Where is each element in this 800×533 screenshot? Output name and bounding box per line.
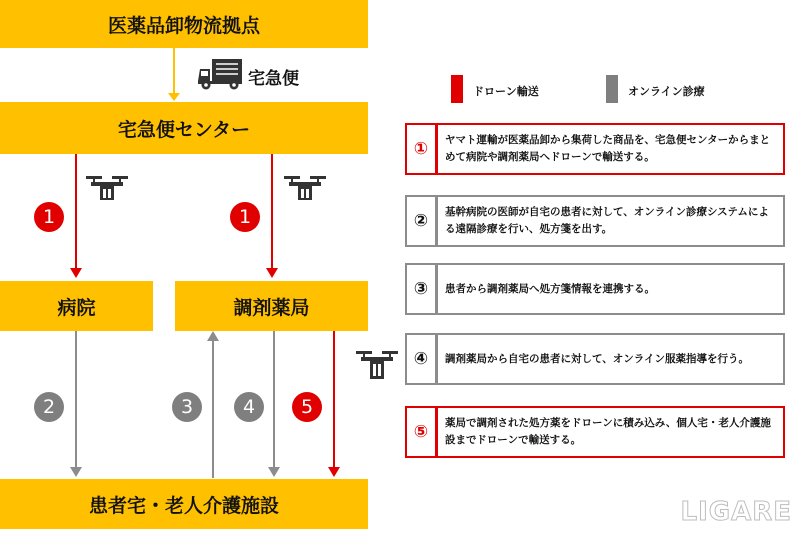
online-arrowhead-3 — [207, 331, 219, 341]
delivery-center-box — [0, 102, 368, 154]
hospital-box — [0, 281, 153, 331]
step-1-text: ヤマト運輸が医薬品卸から集荷した商品を、宅急便センターからまとめて病院や調剤薬局へドローンで輸送する。 — [445, 134, 771, 163]
drone-arrow-5 — [333, 331, 335, 469]
pharmacy-box — [175, 281, 368, 331]
legend-online-label: オンライン診療 — [628, 85, 705, 98]
step-2-box — [405, 195, 785, 247]
truck-icon — [196, 57, 246, 91]
wholesaler-box — [0, 0, 368, 48]
step-1-number: ① — [413, 139, 429, 159]
patient-home-label: 患者宅・老人介護施設 — [88, 494, 279, 517]
online-arrow-4 — [273, 331, 275, 469]
drone-arrow-pharmacy — [271, 154, 273, 270]
step-5-box — [405, 406, 785, 458]
step-divider — [435, 408, 438, 456]
step-5-marker: 5 — [292, 392, 322, 422]
step-1-marker-right: 1 — [230, 202, 260, 232]
drone-arrowhead-5 — [328, 467, 340, 477]
legend-online-swatch — [606, 75, 618, 103]
legend-drone-label: ドローン輸送 — [473, 85, 539, 98]
drone-icon — [355, 350, 399, 380]
step-3-number: ③ — [413, 279, 429, 299]
legend-drone-swatch — [451, 75, 463, 103]
step-3-text: 患者から調剤薬局へ処方箋情報を連携する。 — [445, 282, 655, 295]
patient-home-box — [0, 479, 368, 529]
step-2-number: ② — [413, 211, 429, 231]
drone-arrowhead-pharmacy — [266, 268, 278, 278]
step-1-box — [405, 123, 785, 175]
step-3-box — [405, 263, 785, 315]
step-divider — [435, 335, 438, 383]
step-4-marker: 4 — [234, 392, 264, 422]
online-arrowhead-2 — [70, 467, 82, 477]
step-1-marker-left: 1 — [34, 202, 64, 232]
step-2-marker: 2 — [34, 392, 64, 422]
gold-connector — [173, 48, 175, 94]
step-4-text: 調剤薬局から自宅の患者に対して、オンライン服薬指導を行う。 — [445, 352, 749, 365]
pharmacy-label: 調剤薬局 — [233, 296, 310, 319]
step-5-text: 薬局で調剤された処方薬をドローンに積み込み、個人宅・老人介護施設までドローンで輸送する。 — [445, 417, 771, 446]
step-3-marker: 3 — [172, 392, 202, 422]
step-5-number: ⑤ — [413, 422, 429, 442]
drone-arrow-hospital — [75, 154, 77, 270]
hospital-label: 病院 — [57, 296, 96, 319]
drone-icon — [85, 175, 129, 201]
step-divider — [435, 125, 438, 173]
online-arrow-3 — [212, 340, 214, 478]
online-arrowhead-4 — [268, 467, 280, 477]
step-divider — [435, 265, 438, 313]
drone-icon — [283, 175, 327, 201]
wholesaler-label: 医薬品卸物流拠点 — [107, 14, 260, 37]
step-4-number: ④ — [413, 349, 429, 369]
ligare-logo: LIGARE — [680, 497, 792, 527]
delivery-center-label: 宅急便センター — [117, 118, 251, 141]
truck-label: 宅急便 — [248, 69, 299, 89]
online-arrow-2 — [75, 331, 77, 469]
step-divider — [435, 197, 438, 245]
drone-arrowhead-hospital — [70, 268, 82, 278]
step-4-box — [405, 333, 785, 385]
gold-arrowhead — [168, 93, 180, 101]
step-2-text: 基幹病院の医師が自宅の患者に対して、オンライン診療システムによる遠隔診療を行い、処方箋を出す。 — [445, 206, 769, 235]
